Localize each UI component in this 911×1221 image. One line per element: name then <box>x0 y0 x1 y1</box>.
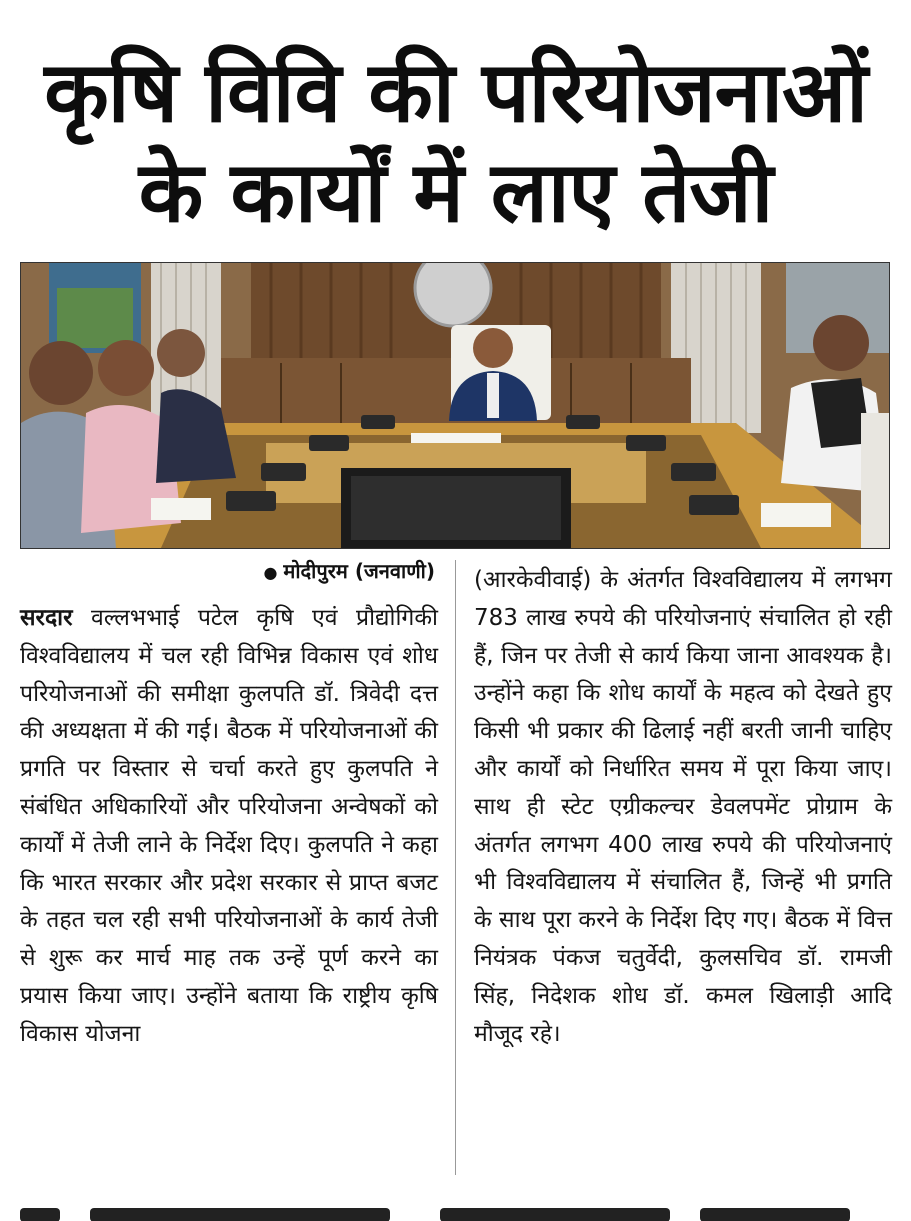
column-divider <box>455 560 456 1175</box>
dateline <box>215 557 435 584</box>
dateline-text: मोदीपुरम (जनवाणी) <box>283 559 435 583</box>
headline-line-2: के कार्यों में लाए तेजी <box>138 143 773 241</box>
article-text-left: वल्लभभाई पटेल कृषि एवं प्रौद्योगिकी विश्वविद्यालय में चल रही विभिन्न विकास एवं शोध परियोजनाओं की समीक्षा कुलपति डॉ. त्रिवेदी दत्त की अध्यक्षता में की गई। बैठक में परियोजनाओं की प्रगति पर विस्तार से चर्चा करते हुए कुलपति ने संबंधित अधिकारियों और परियोजना अन्वेषकों को कार्यों में तेजी लाने के निर्देश दिए। कुलपति ने कहा कि भारत सरकार और प्रदेश सरकार से प्राप्त बजट के तहत चल रही सभी परियोजनाओं के कार्य तेजी से शुरू कर मार्च माह तक उन्हें पूर्ण करने का प्रयास किया जाए। उन्होंने बताया कि राष्ट्रीय कृषि विकास योजना <box>20 605 438 1047</box>
lead-word: सरदार <box>20 605 73 631</box>
article-column-left <box>20 600 438 1054</box>
next-headline-clip <box>0 1200 911 1221</box>
bullet-icon: ● <box>263 563 278 582</box>
article-column-right <box>474 562 892 1053</box>
headline-line-1: कृषि विवि की परियोजनाओं <box>44 43 867 141</box>
article-text-right: (आरकेवीवाई) के अंतर्गत विश्वविद्यालय में लगभग 783 लाख रुपये की परियोजनाएं संचालित हो रही हैं, जिन पर तेजी से कार्य किया जाना आवश्यक है। उन्होंने कहा कि शोध कार्यों के महत्व को देखते हुए किसी भी प्रकार की ढिलाई नहीं बरती जानी चाहिए और कार्यों को निर्धारित समय में पूरा किया जाए। साथ ही स्टेट एग्रीकल्चर डेवलपमेंट प्रोग्राम के अंतर्गत लगभग 400 लाख रुपये की परियोजनाएं भी विश्वविद्यालय में संचालित हैं, जिन्हें भी प्रगति के साथ पूरा करने के निर्देश दिए गए। बैठक में वित्त नियंत्रक पंकज चतुर्वेदी, कुलसचिव डॉ. रामजी सिंह, निदेशक शोध डॉ. कमल खिलाड़ी आदि मौजूद रहे। <box>474 567 892 1047</box>
meeting-photo <box>20 262 890 549</box>
meeting-photo-icon <box>21 263 889 548</box>
